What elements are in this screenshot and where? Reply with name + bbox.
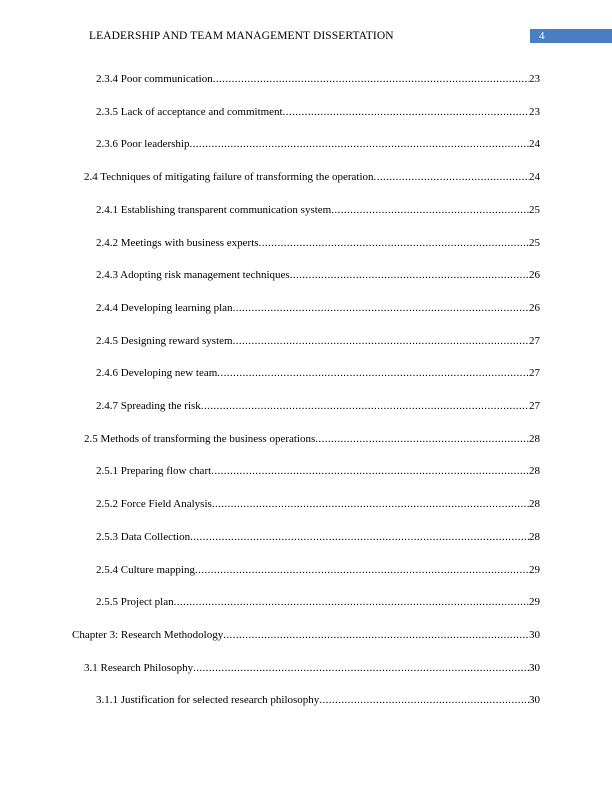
- toc-entry[interactable]: [96, 268, 540, 282]
- toc-entry-title: 2.4.6 Developing new team: [96, 367, 218, 380]
- toc-dot-leader: [213, 72, 529, 86]
- toc-dot-leader: [201, 399, 529, 413]
- toc-entry-title: Chapter 3: Research Methodology: [72, 628, 224, 641]
- toc-entry-page: 27: [529, 400, 540, 412]
- toc-entry[interactable]: [96, 236, 540, 250]
- toc-entry[interactable]: [96, 464, 540, 478]
- toc-dot-leader: [283, 105, 529, 119]
- toc-entry-page: 30: [529, 694, 540, 707]
- toc-entry-page: 26: [529, 301, 540, 314]
- toc-entry-title: 2.4.1 Establishing transparent communication system: [96, 203, 332, 216]
- toc-entry-title: 2.5.1 Preparing flow chart: [96, 465, 212, 478]
- toc-dot-leader: [259, 236, 529, 250]
- toc-entry[interactable]: [96, 137, 540, 151]
- toc-dot-leader: [223, 628, 529, 642]
- toc-entry-page: 25: [529, 203, 540, 216]
- toc-entry[interactable]: [96, 301, 540, 315]
- toc-entry[interactable]: [96, 693, 540, 707]
- toc-entry-page: 29: [529, 563, 540, 576]
- toc-entry-page: 25: [529, 236, 540, 249]
- toc-entry-title: 2.4 Techniques of mitigating failure of transforming the operation: [84, 171, 374, 184]
- toc-entry[interactable]: [84, 170, 540, 184]
- toc-entry-title: 2.5.2 Force Field Analysis: [96, 498, 212, 511]
- toc-entry-title: 2.5.5 Project plan: [96, 596, 174, 609]
- page-number: 4: [539, 30, 545, 42]
- toc-entry-page: 27: [529, 367, 540, 380]
- toc-entry-title: 2.3.5 Lack of acceptance and commitment: [96, 105, 283, 118]
- toc-dot-leader: [190, 530, 529, 544]
- toc-entry[interactable]: [96, 563, 540, 577]
- toc-entry-page: 28: [529, 432, 540, 445]
- toc-dot-leader: [233, 334, 529, 348]
- toc-dot-leader: [193, 661, 529, 675]
- toc-entry[interactable]: [96, 105, 540, 119]
- toc-dot-leader: [212, 497, 529, 511]
- toc-dot-leader: [189, 137, 529, 151]
- toc-dot-leader: [174, 595, 529, 609]
- toc-dot-leader: [315, 432, 529, 446]
- toc-entry[interactable]: [96, 399, 540, 413]
- toc-entry-page: 30: [529, 661, 540, 674]
- toc-dot-leader: [319, 693, 529, 707]
- toc-entry-page: 23: [529, 73, 540, 85]
- toc-entry-page: 27: [529, 334, 540, 347]
- toc-entry-page: 28: [529, 465, 540, 478]
- toc-entry-title: 2.5 Methods of transforming the business operations: [84, 432, 316, 445]
- toc-entry[interactable]: [72, 628, 540, 642]
- toc-entry[interactable]: [84, 661, 540, 675]
- toc-entry-title: 2.3.4 Poor communication: [96, 73, 213, 85]
- toc-dot-leader: [290, 268, 529, 282]
- toc-entry-page: 28: [529, 530, 540, 543]
- toc-entry-page: 29: [529, 596, 540, 609]
- toc-entry-page: 23: [529, 105, 540, 118]
- toc-entry-page: 24: [529, 138, 540, 151]
- toc-entry[interactable]: [96, 366, 540, 380]
- toc-entry[interactable]: [96, 497, 540, 511]
- toc-entry-title: 2.4.2 Meetings with business experts: [96, 236, 259, 249]
- toc-entry-title: 2.5.4 Culture mapping: [96, 563, 195, 576]
- toc-entry[interactable]: [96, 334, 540, 348]
- toc-entry[interactable]: [96, 530, 540, 544]
- toc-entry[interactable]: [96, 595, 540, 609]
- toc-entry-title: 3.1.1 Justification for selected research philosophy: [96, 694, 320, 707]
- toc-dot-leader: [331, 203, 529, 217]
- toc-entry-page: 26: [529, 269, 540, 282]
- toc-dot-leader: [374, 170, 529, 184]
- page-number-box: [530, 29, 612, 43]
- toc-entry-title: 3.1 Research Philosophy: [84, 661, 194, 674]
- toc-dot-leader: [217, 366, 529, 380]
- toc-entry-title: 2.4.7 Spreading the risk: [96, 400, 201, 412]
- running-header-title: LEADERSHIP AND TEAM MANAGEMENT DISSERTATION: [89, 30, 394, 42]
- toc-entry-title: 2.3.6 Poor leadership: [96, 138, 190, 151]
- toc-entry-title: 2.4.3 Adopting risk management techniques: [96, 269, 290, 282]
- toc-entry-title: 2.5.3 Data Collection: [96, 530, 191, 543]
- toc-entry-page: 30: [529, 628, 540, 641]
- toc-dot-leader: [211, 464, 529, 478]
- toc-entry[interactable]: [84, 432, 540, 446]
- toc-entry-title: 2.4.5 Designing reward system: [96, 334, 233, 347]
- toc-entry[interactable]: [96, 72, 540, 86]
- page-header: [0, 29, 612, 43]
- toc-dot-leader: [195, 563, 529, 577]
- toc-entry-title: 2.4.4 Developing learning plan: [96, 301, 233, 314]
- toc-entry-page: 28: [529, 498, 540, 511]
- toc-dot-leader: [233, 301, 529, 315]
- toc-entry[interactable]: [96, 203, 540, 217]
- toc-entry-page: 24: [529, 171, 540, 184]
